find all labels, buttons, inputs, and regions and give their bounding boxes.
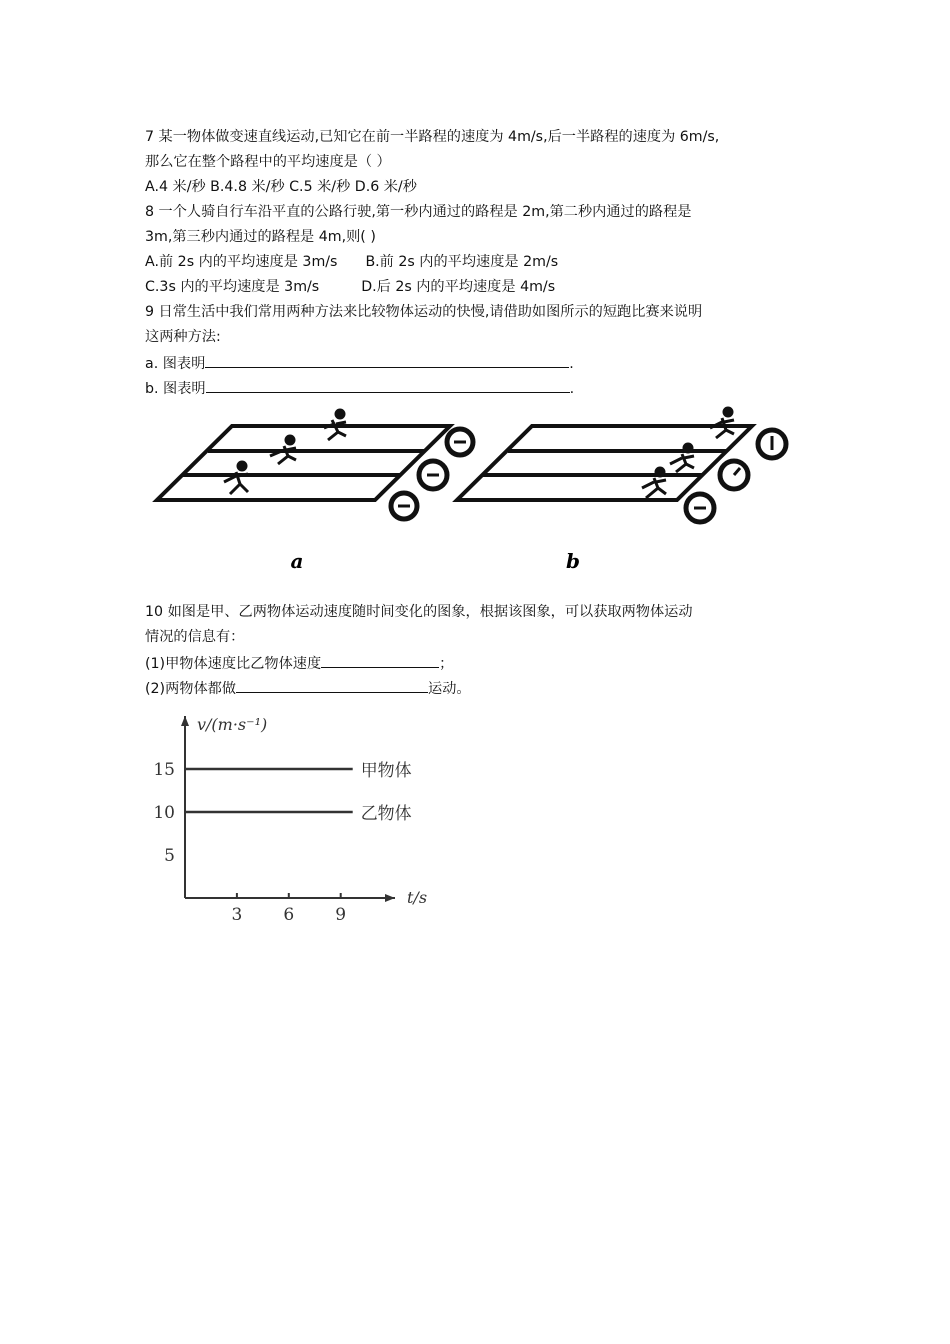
q8-option-c: C.3s 内的平均速度是 3m/s [145, 279, 320, 295]
x-tick-label: 3 [231, 905, 243, 925]
q9-b-prefix: b. 图表明 [145, 381, 206, 397]
series-label-2: 乙物体 [360, 804, 412, 824]
y-axis-arrow [181, 716, 189, 726]
q8-line1: 8 一个人骑自行车沿平直的公路行驶,第一秒内通过的路程是 2m,第二秒内通过的路程是 [145, 204, 692, 220]
race-track-figure [150, 402, 800, 577]
q8-options-ab [145, 252, 558, 272]
q9-line2: 这两种方法: [145, 329, 221, 345]
velocity-time-chart [145, 708, 455, 933]
q7-line2: 那么它在整个路程中的平均速度是（ ） [145, 154, 391, 170]
series-label-1: 甲物体 [360, 761, 412, 781]
q9-answer-a: a. 图表明 . [145, 352, 574, 374]
q10-item2: (2)两物体都做 运动。 [145, 677, 471, 699]
y-tick-label: 15 [153, 760, 175, 780]
q9-b-blank[interactable] [206, 377, 570, 393]
x-tick-label: 9 [335, 905, 347, 925]
track-b [457, 426, 752, 500]
q7-options: A.4 米/秒 B.4.8 米/秒 C.5 米/秒 D.6 米/秒 [145, 179, 417, 195]
q10-line2: 情况的信息有： [145, 629, 245, 645]
x-tick-label: 6 [283, 905, 295, 925]
q10-item2-blank[interactable] [236, 677, 428, 693]
figure-b-label: b [566, 549, 580, 573]
q10-item1-blank[interactable] [321, 652, 439, 668]
q8-option-a: A.前 2s 内的平均速度是 3m/s [145, 254, 338, 270]
q9-answer-b: b. 图表明 . [145, 377, 574, 399]
x-axis-label: t/s [407, 888, 428, 907]
q9-line1: 9 日常生活中我们常用两种方法来比较物体运动的快慢,请借助如图所示的短跑比赛来说明 [145, 304, 703, 320]
q8-option-d: D.后 2s 内的平均速度是 4m/s [361, 279, 556, 295]
track-a [157, 426, 450, 500]
q10-line1: 10 如图是甲、乙两物体运动速度随时间变化的图象，根据该图象，可以获取两物体运动 [145, 604, 693, 620]
y-tick-label: 10 [153, 803, 175, 823]
q10-item1: (1)甲物体速度比乙物体速度 ； [145, 652, 453, 674]
q9-a-blank[interactable] [205, 352, 569, 368]
x-axis-arrow [385, 894, 395, 902]
q8-line2: 3m,第三秒内通过的路程是 4m,则( ) [145, 229, 376, 245]
y-tick-label: 5 [164, 846, 175, 866]
q9-a-prefix: a. 图表明 [145, 356, 206, 372]
y-axis-label: v/(m·s⁻¹) [197, 715, 268, 734]
q8-options-cd [145, 277, 555, 297]
q8-option-b: B.前 2s 内的平均速度是 2m/s [365, 254, 559, 270]
q7-line1: 7 某一物体做变速直线运动,已知它在前一半路程的速度为 4m/s,后一半路程的速度为 6m/s, [145, 129, 720, 145]
figure-a-label: a [290, 549, 304, 573]
